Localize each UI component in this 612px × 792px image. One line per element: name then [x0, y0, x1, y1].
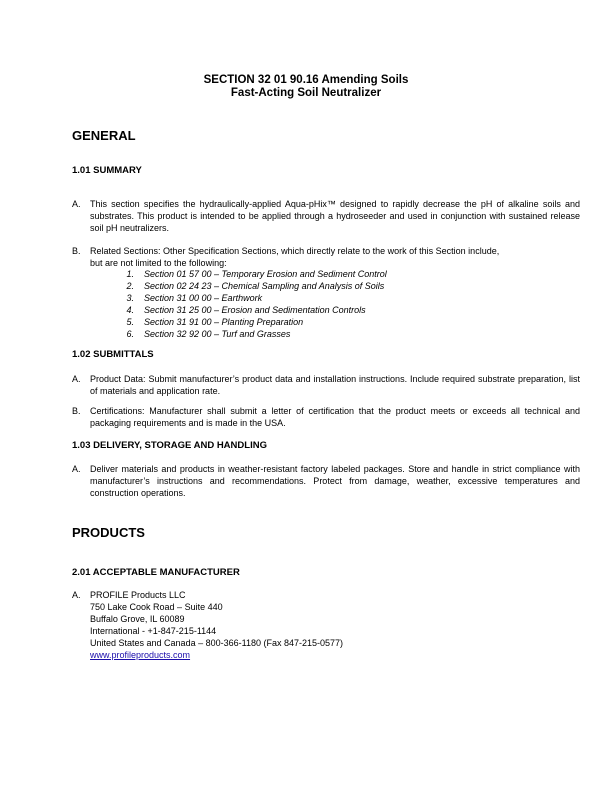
item-text-line1: Related Sections: Other Specification Sections, which directly relate to the work of this Section include,	[90, 246, 500, 256]
international-phone: International - +1-847-215-1144	[90, 626, 217, 636]
list-text: Section 01 57 00 – Temporary Erosion and Sediment Control	[144, 269, 387, 279]
summary-heading: 1.01 SUMMARY	[72, 165, 142, 176]
city-state-zip: Buffalo Grove, IL 60089	[90, 614, 185, 624]
list-number: 5.	[126, 317, 134, 327]
submittals-item-b	[72, 405, 580, 429]
item-text: This section specifies the hydraulically-applied Aqua-pHix™ designed to rapidly decrease the pH of alkaline soils and substrates. This product is intended to be applied through a hydroseeder and used in conjunction with sustained release soil pH neutralizers.	[90, 199, 580, 233]
list-text: Section 31 25 00 – Erosion and Sedimentation Controls	[144, 305, 366, 315]
list-text: Section 32 92 00 – Turf and Grasses	[144, 329, 291, 339]
products-heading: PRODUCTS	[72, 525, 145, 540]
delivery-heading: 1.03 DELIVERY, STORAGE AND HANDLING	[72, 440, 267, 451]
item-text: Product Data: Submit manufacturer’s product data and installation instructions. Include required substrate preparation, list of materials and application rate.	[90, 374, 580, 396]
item-marker: A.	[72, 374, 81, 384]
street-address: 750 Lake Cook Road – Suite 440	[90, 602, 223, 612]
list-text: Section 31 00 00 – Earthwork	[144, 293, 263, 303]
list-number: 4.	[126, 305, 134, 315]
submittals-heading: 1.02 SUBMITTALS	[72, 349, 154, 360]
section-title: SECTION 32 01 90.16 Amending Soils	[203, 74, 409, 86]
item-marker: A.	[72, 590, 81, 600]
delivery-item-a	[72, 463, 580, 499]
item-marker: A.	[72, 464, 81, 474]
manufacturer-heading: 2.01 ACCEPTABLE MANUFACTURER	[72, 567, 240, 578]
section-subtitle: Fast-Acting Soil Neutralizer	[230, 87, 382, 99]
list-number: 2.	[126, 281, 134, 291]
item-text-line2: but are not limited to the following:	[90, 258, 227, 268]
summary-item-b	[72, 245, 580, 269]
list-text: Section 31 91 00 – Planting Preparation	[144, 317, 304, 327]
submittals-item-a	[72, 373, 580, 397]
manufacturer-address	[90, 589, 343, 661]
item-text: Deliver materials and products in weather-resistant factory labeled packages. Store and handle in strict compliance with manufacturer’s instructions and recommendations. Protect from damage, weather, excessive temperatures and construction operations.	[90, 464, 580, 498]
general-heading: GENERAL	[72, 128, 136, 143]
item-text: Certifications: Manufacturer shall submit a letter of certification that the product meets or exceeds all technical and packaging requirements and is made in the USA.	[90, 406, 580, 428]
website-link[interactable]: www.profileproducts.com	[90, 650, 191, 660]
item-marker: A.	[72, 199, 81, 209]
item-marker: B.	[72, 406, 81, 416]
list-number: 1.	[126, 269, 134, 279]
list-number: 3.	[126, 293, 134, 303]
us-canada-phone: United States and Canada – 800-366-1180 (Fax 847-215-0577)	[90, 638, 344, 648]
list-number: 6.	[126, 329, 134, 339]
summary-item-a	[72, 198, 580, 234]
item-marker: B.	[72, 246, 81, 256]
company-name: PROFILE Products LLC	[90, 590, 186, 600]
list-text: Section 02 24 23 – Chemical Sampling and Analysis of Soils	[144, 281, 385, 291]
